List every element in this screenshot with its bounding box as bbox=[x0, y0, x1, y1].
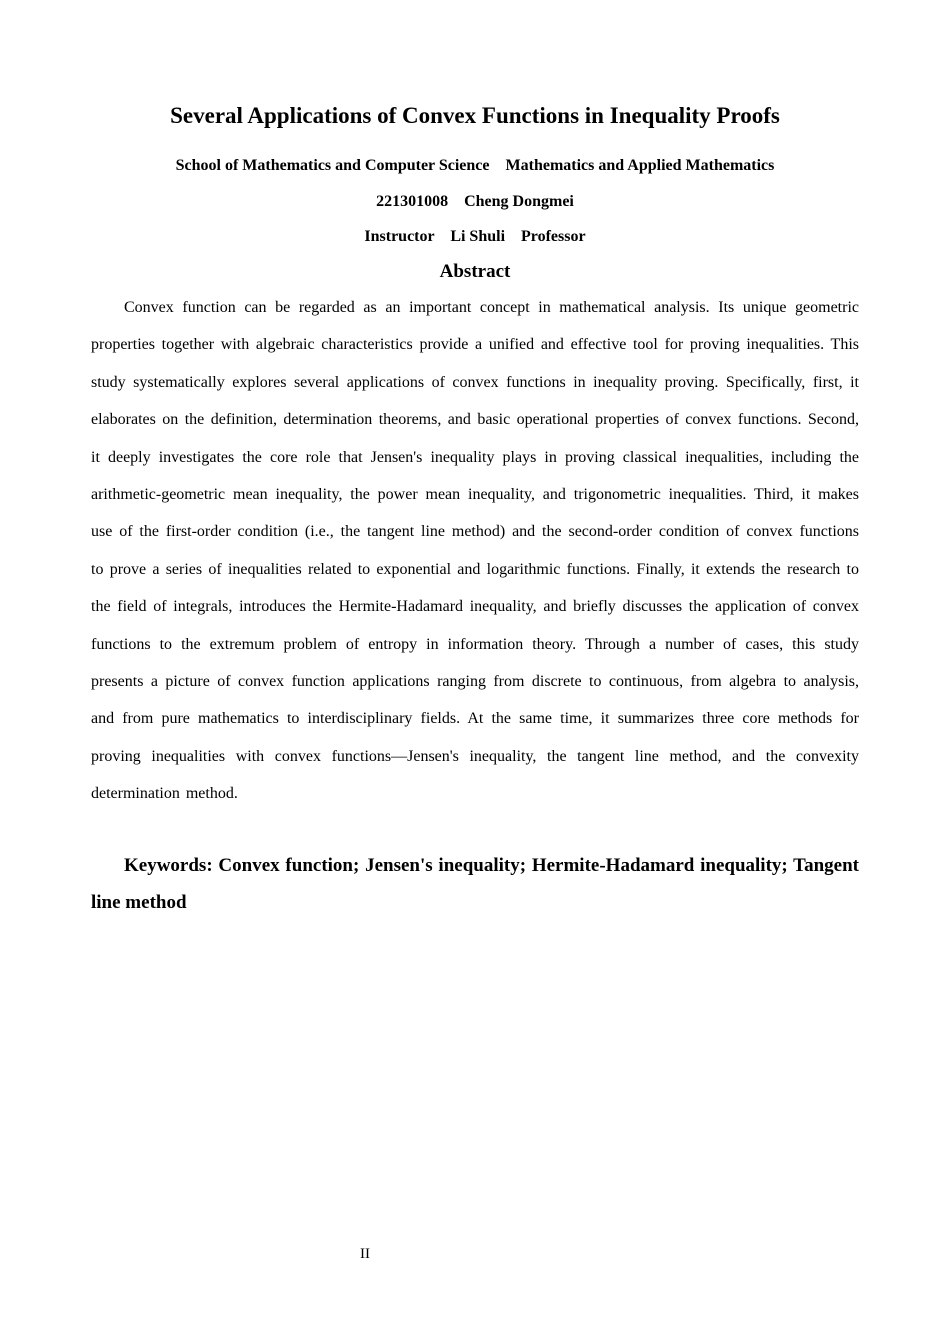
school-major-line: School of Mathematics and Computer Science Mathematics and Applied Mathematics bbox=[175, 157, 775, 174]
paper-title: Several Applications of Convex Functions in Inequality Proofs bbox=[170, 103, 780, 128]
keywords-paragraph: Keywords: Convex function; Jensen's inequality; Hermite-Hadamard inequality; Tangent line method bbox=[91, 855, 859, 913]
page-number: II bbox=[360, 1246, 370, 1262]
abstract-paragraph: Convex function can be regarded as an important concept in mathematical analysis. Its unique geometric properties together with algebraic characteristics provide a unified and effective tool for proving inequalities. This study systematically explores several applications of convex functions in inequality proving. Specifically, first, it elaborates on the definition, determination theorems, and basic operational properties of convex functions. Second, it deeply investigates the core role that Jensen's inequality plays in proving classical inequalities, including the arithmetic-geometric mean inequality, the power mean inequality, and trigonometric inequalities. Third, it makes use of the first-order condition (i.e., the tangent line method) and the second-order condition of convex functions to prove a series of inequalities related to exponential and logarithmic functions. Finally, it extends the research to the field of integrals, introduces the Hermite-Hadamard inequality, and briefly discusses the application of convex functions to the extremum problem of entropy in information theory. Through a number of cases, this study presents a picture of convex function applications ranging from discrete to continuous, from algebra to analysis, and from pure mathematics to interdisciplinary fields. At the same time, it summarizes three core methods for proving inequalities with convex functions—Jensen's inequality, the tangent line method, and the convexity determination method. bbox=[91, 299, 859, 803]
abstract-heading: Abstract bbox=[439, 261, 511, 282]
student-id-name-line: 221301008 Cheng Dongmei bbox=[376, 193, 574, 210]
instructor-line: Instructor Li Shuli Professor bbox=[364, 228, 586, 245]
